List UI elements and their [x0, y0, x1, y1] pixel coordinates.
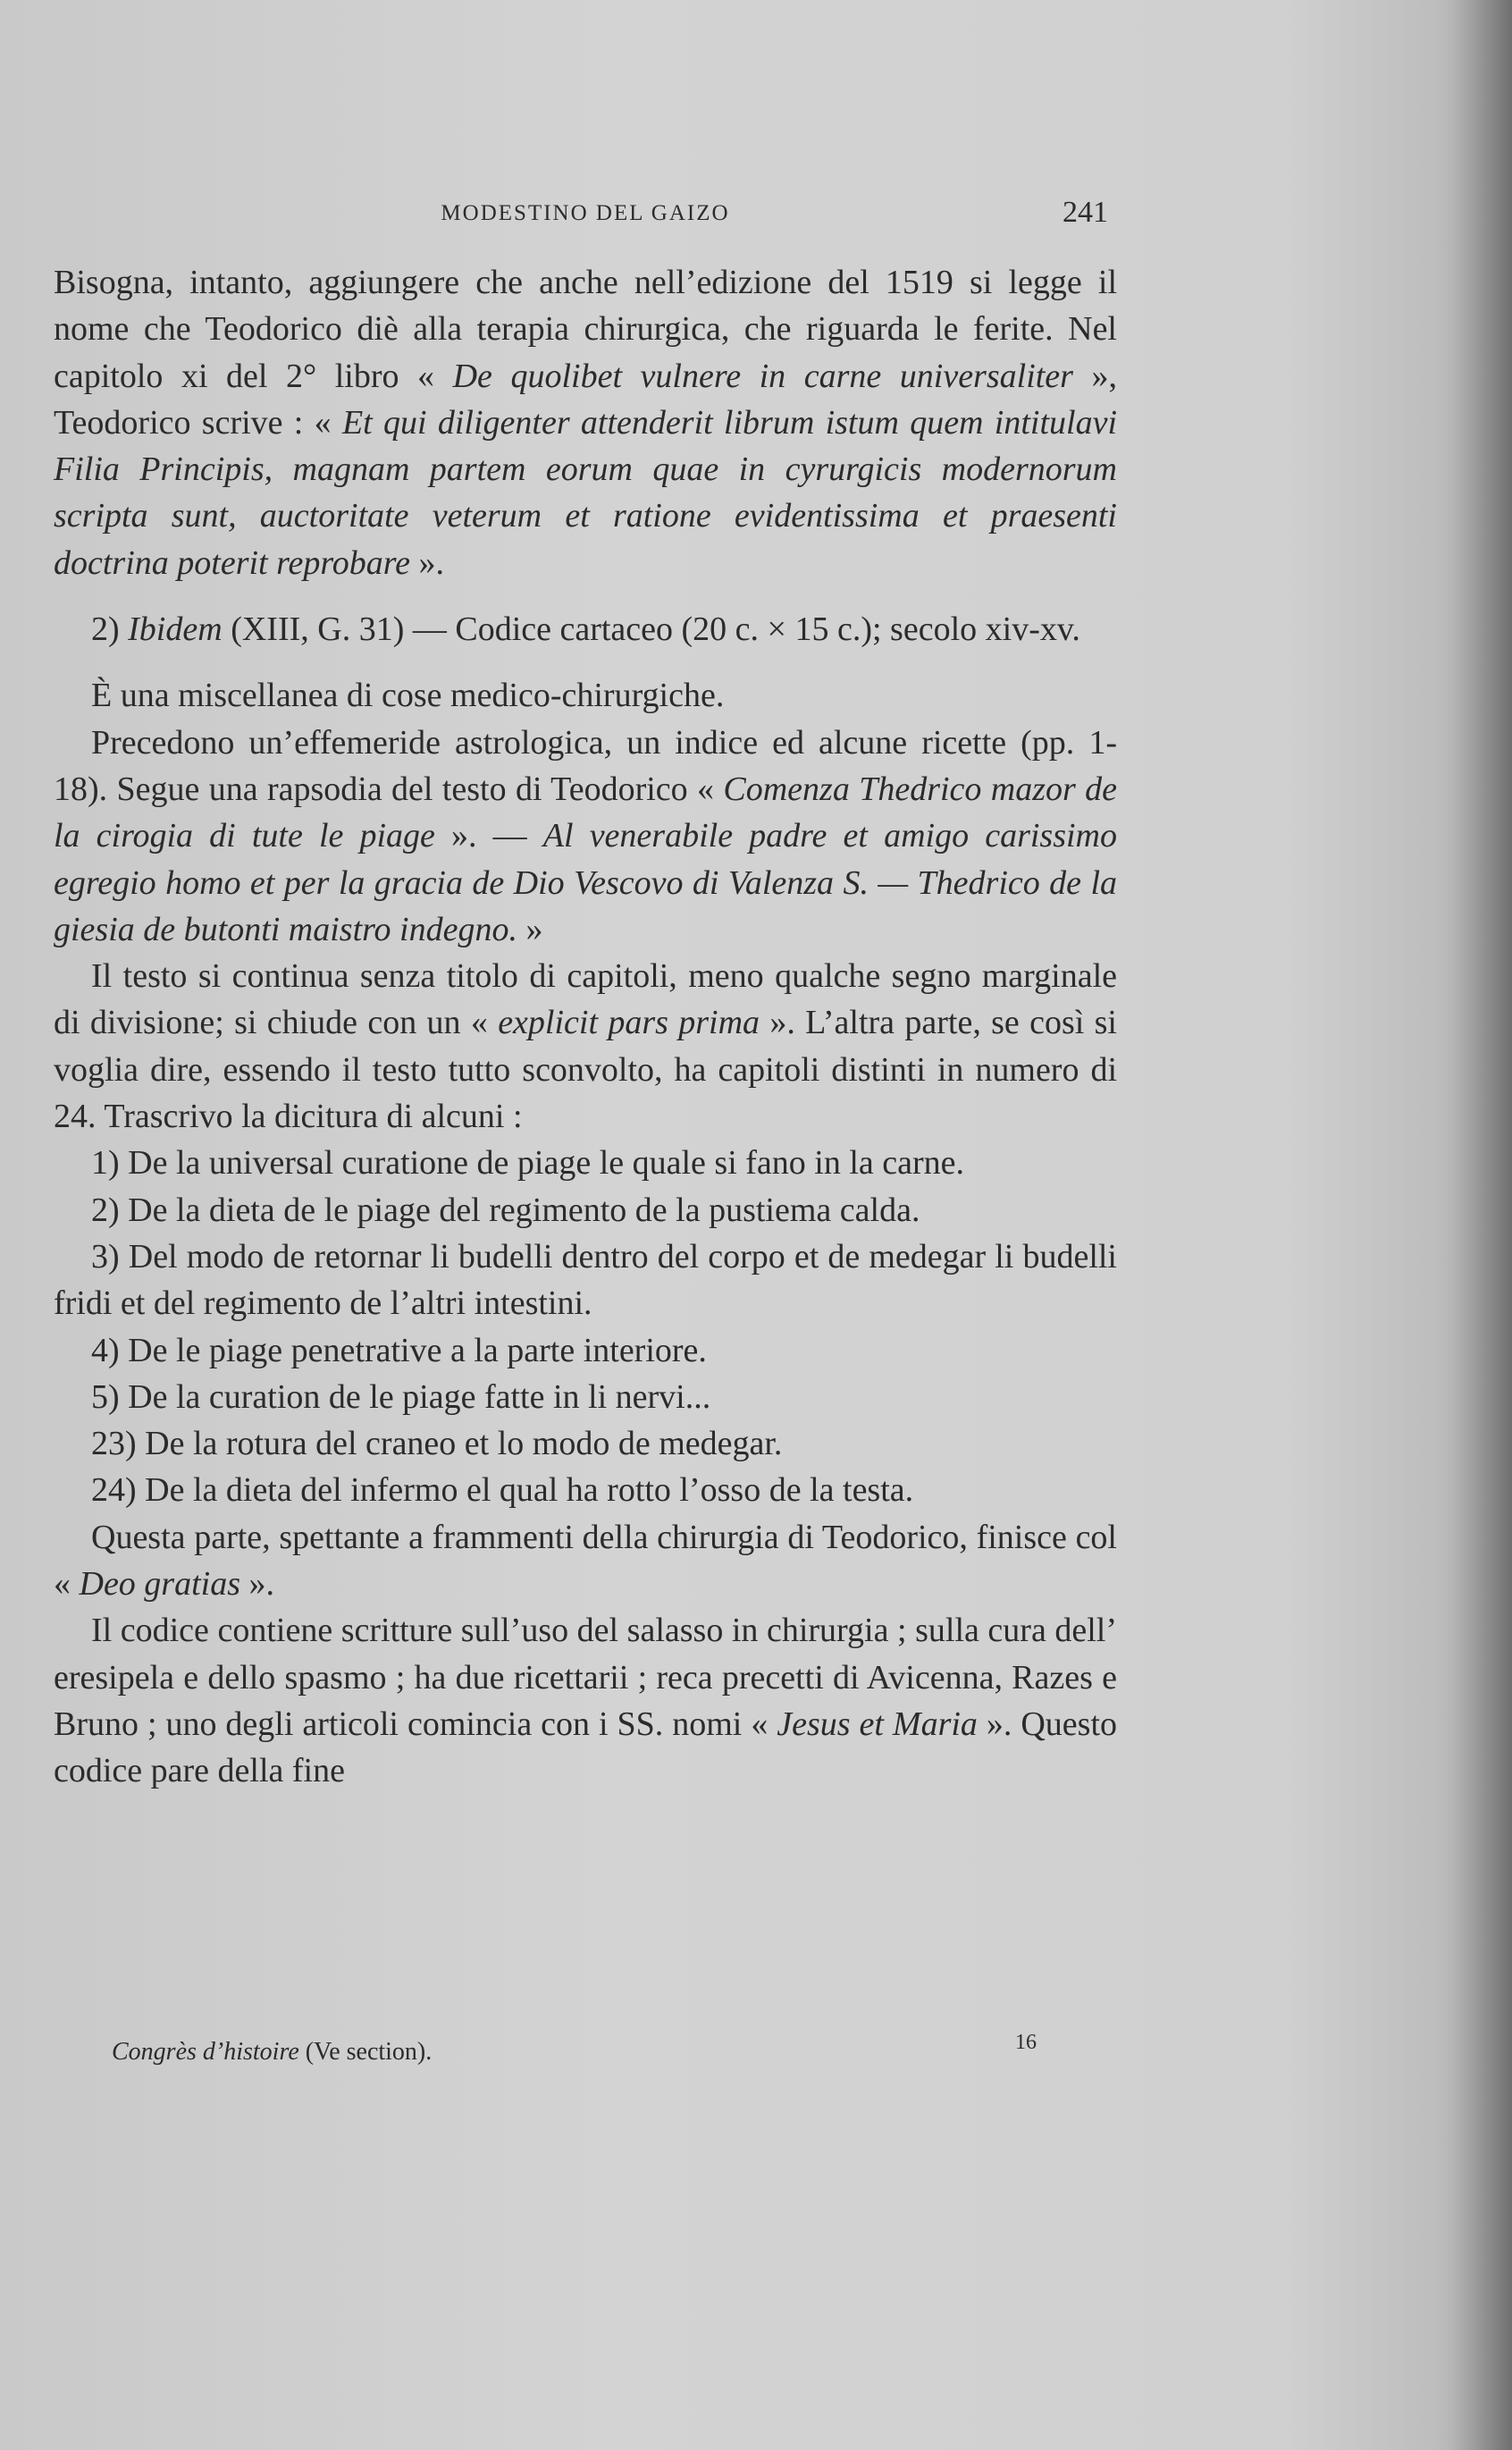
list-item: 23) De la rotura del craneo et lo modo de medegar. — [91, 1425, 783, 1463]
page-footer — [54, 2031, 1117, 2074]
page-header — [54, 196, 1117, 237]
running-head: MODESTINO DEL GAIZO — [441, 201, 730, 225]
body-text — [54, 259, 1117, 1795]
paragraph: Questa parte, spettante a frammenti della chirurgia di Teodorico, finisce col « Deo gratias ». — [54, 1518, 1117, 1604]
signature-mark: 16 — [1015, 2031, 1037, 2054]
paragraph: Il testo si continua senza titolo di capitoli, meno qualche segno marginale di divisione; si chiude con un « explicit pars prima ». L’altra parte, se così si voglia dire, essendo il testo tutto sconvolto, ha capitoli distinti in numero di 24. Trascrivo la dicitura di alcuni : — [54, 957, 1117, 1136]
paragraph: Precedono un’effemeride astrologica, un indice ed alcune ricette (pp. 1-18). Segue una rapsodia del testo di Teodorico « Comenza Thedrico mazor de la cirogia di tute le piage ». — Al venerabile padre et amigo carissimo egregio homo et per la gracia de Dio Vescovo di Valenza S. — Thedrico de la giesia de butonti maistro indegno. » — [54, 723, 1118, 948]
list-item: 5) De la curation de le piage fatte in li nervi... — [91, 1377, 711, 1416]
list-item: 4) De le piage penetrative a la parte interiore. — [91, 1331, 707, 1369]
paragraph: Bisogna, intanto, aggiungere che anche nell’edizione del 1519 si legge il nome che Teodorico diè alla terapia chirurgica, che riguarda le ferite. Nel capitolo xi del 2° libro « De quolibet vulnere in carne universaliter », Teodorico scrive : « Et qui diligenter attenderit librum istum quem intitulavi Filia Principis, magnam partem eorum quae in cyrurgicis modernorum scripta sunt, auctoritate veterum et ratione evidentissima et praesenti doctrina poterit reprobare ». — [54, 264, 1118, 582]
list-item: 3) Del modo de retornar li budelli dentro del corpo et de medegar li budelli fridi et del regimento de l’altri intestini. — [54, 1237, 1117, 1323]
paragraph: Il codice contiene scritture sull’uso del salasso in chirurgia ; sulla cura dell’ eresipela e dello spasmo ; ha due ricettarii ; reca precetti di Avicenna, Razes e Bruno ; uno degli articoli comincia con i SS. nomi « Jesus et Maria ». Questo codice pare della fine — [54, 1612, 1118, 1790]
footer-title: Congrès d’histoire — [112, 2038, 299, 2066]
list-item: 1) De la universal curatione de piage le quale si fano in la carne. — [91, 1144, 965, 1183]
page-number: 241 — [1063, 196, 1108, 229]
book-edge — [1449, 0, 1512, 2450]
list-item: 24) De la dieta del infermo el qual ha rotto l’osso de la testa. — [91, 1471, 914, 1510]
paragraph: È una miscellanea di cose medico-chirurgiche. — [91, 677, 725, 715]
footer-section: (Ve section). — [298, 2038, 433, 2066]
paragraph: 2) Ibidem (XIII, G. 31) — Codice cartaceo (20 c. × 15 c.); secolo xiv-xv. — [91, 610, 1080, 649]
list-item: 2) De la dieta de le piage del regimento de la pustiema calda. — [91, 1191, 920, 1229]
